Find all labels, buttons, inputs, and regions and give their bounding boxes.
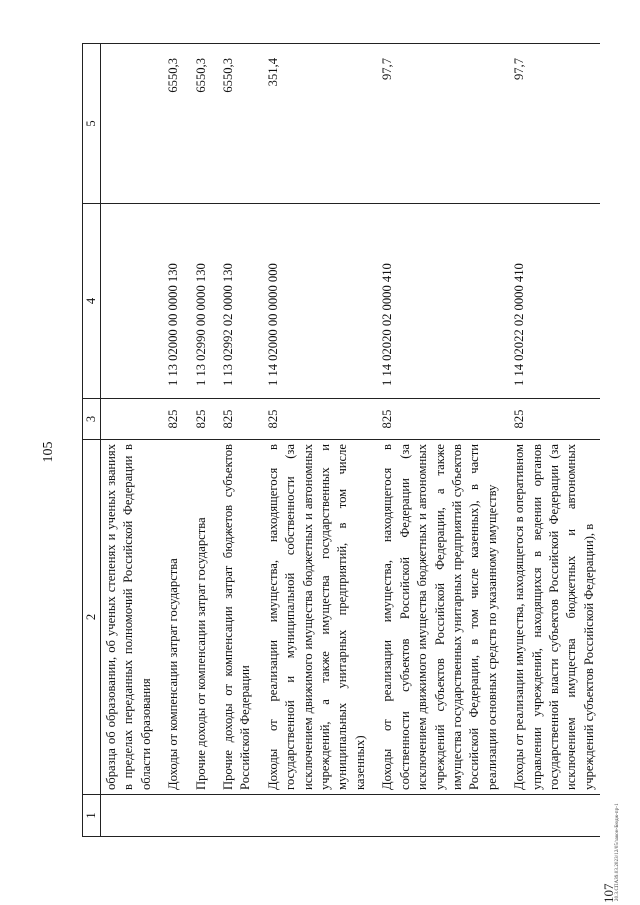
header-col-1: 1 <box>83 795 101 837</box>
row-description: Доходы от реализации имущества, находящегося в собственности субъектов Российской Федерации (за исключением движимого имущества бюджетных и автономных учреждений субъектов Российской Федерации, а также имущества государственных унитарных предприятий субъектов Российской Федерации, в том числе казенных), в части реализации основных средств по указанному имуществу <box>371 440 503 795</box>
row-kbk-code: 1 14 02022 02 0000 410 <box>503 204 600 399</box>
table-row <box>185 44 212 837</box>
row-amount: 351,4 <box>257 44 371 204</box>
table-row <box>212 44 257 837</box>
table-row <box>371 44 503 837</box>
row-kbk-code <box>101 204 158 399</box>
row-kbk-code: 1 13 02992 02 0000 130 <box>212 204 257 399</box>
header-col-3: 3 <box>83 399 101 440</box>
row-col-1 <box>185 795 212 837</box>
revenue-table <box>82 43 600 837</box>
table-body <box>83 44 601 837</box>
table-row <box>101 44 158 837</box>
row-admin-code <box>101 399 158 440</box>
row-description: образца об образовании, об ученых степенях и ученых званиях в пределах переданных полномочий Российской Федерации в области образования <box>101 440 158 795</box>
table-header-row <box>83 44 101 837</box>
row-description: Доходы от компенсации затрат государства <box>157 440 184 795</box>
row-admin-code: 825 <box>212 399 257 440</box>
row-description: Прочие доходы от компенсации затрат государства <box>185 440 212 795</box>
row-admin-code: 825 <box>185 399 212 440</box>
row-kbk-code: 1 13 02000 00 0000 130 <box>157 204 184 399</box>
row-description: Доходы от реализации имущества, находящегося в государственной и муниципальной собственности (за исключением движимого имущества бюджетных и автономных учреждений, а также имущества государственных и муниципальных унитарных предприятий, в том числе казенных) <box>257 440 371 795</box>
row-amount: 6550,3 <box>185 44 212 204</box>
row-col-1 <box>212 795 257 837</box>
row-col-1 <box>371 795 503 837</box>
row-col-1 <box>101 795 158 837</box>
row-admin-code: 825 <box>157 399 184 440</box>
table-row <box>157 44 184 837</box>
row-admin-code: 825 <box>371 399 503 440</box>
page-number: 105 <box>41 441 56 463</box>
header-col-4: 4 <box>83 204 101 399</box>
header-col-2: 2 <box>83 440 101 795</box>
table-row <box>503 44 600 837</box>
row-description: Прочие доходы от компенсации затрат бюджетов субъектов Российской Федерации <box>212 440 257 795</box>
row-description: Доходы от реализации имущества, находящегося в оперативном управлении учреждений, находящихся в ведении органов государственной власти субъектов Российской Федерации (за исключением имущества бюджетных и автономных учреждений субъектов Российской Федерации), в <box>503 440 600 795</box>
row-kbk-code: 1 14 02000 00 0000 000 <box>257 204 371 399</box>
row-admin-code: 825 <box>257 399 371 440</box>
row-kbk-code: 1 14 02020 02 0000 410 <box>371 204 503 399</box>
row-col-1 <box>503 795 600 837</box>
row-kbk-code: 1 13 02990 00 0000 130 <box>185 204 212 399</box>
row-amount: 97,7 <box>503 44 600 204</box>
row-amount: 97,7 <box>371 44 503 204</box>
table-row <box>257 44 371 837</box>
row-amount: 6550,3 <box>212 44 257 204</box>
row-amount: 6550,3 <box>157 44 184 204</box>
document-stamp: 20.3.СПАЗ9.03.2023/12/05/закон-Бюдж-пр-1 <box>615 803 620 901</box>
row-col-1 <box>257 795 371 837</box>
row-amount <box>101 44 158 204</box>
row-col-1 <box>157 795 184 837</box>
scan-page-number: 107 <box>601 883 616 903</box>
row-admin-code: 825 <box>503 399 600 440</box>
header-col-5: 5 <box>83 44 101 204</box>
